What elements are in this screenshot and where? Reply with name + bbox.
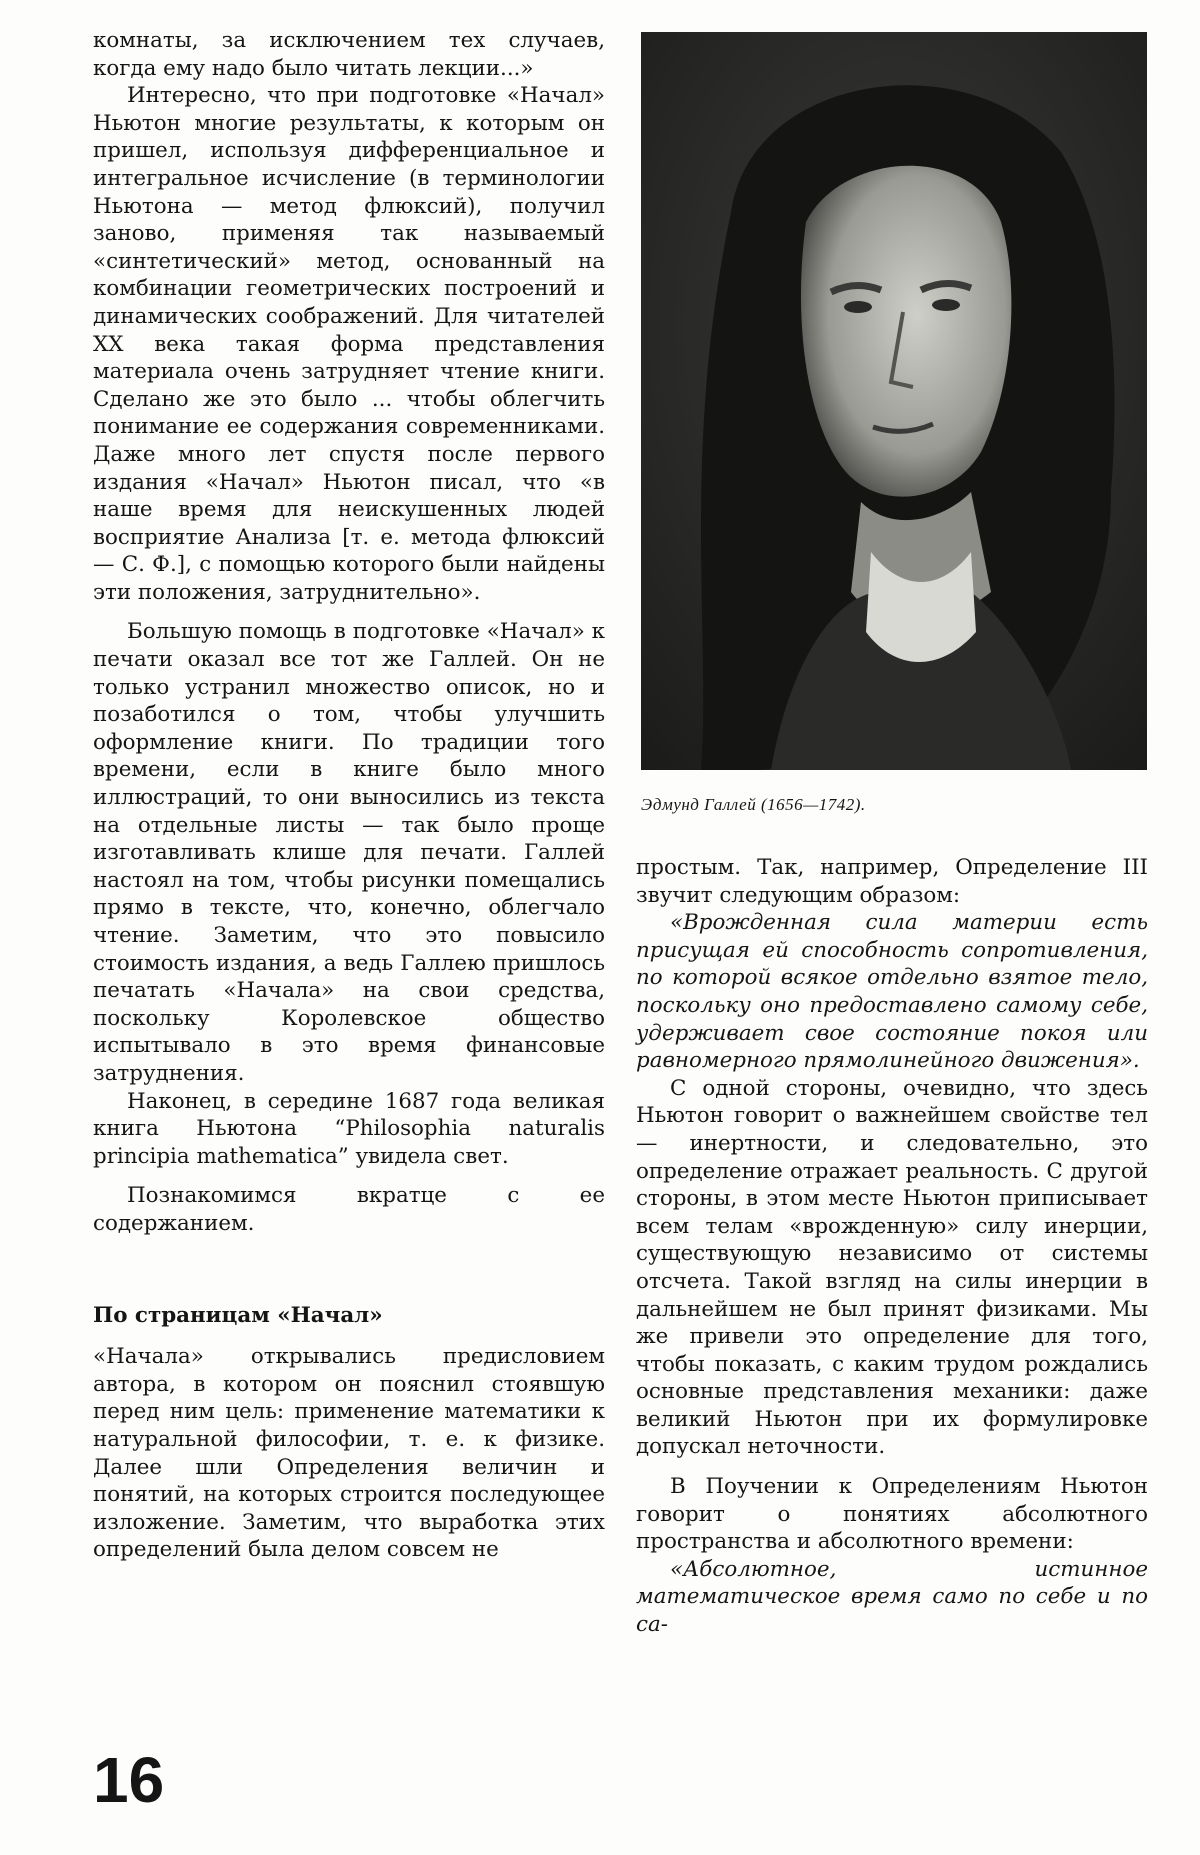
right-column xyxy=(636,854,1148,1639)
portrait-image xyxy=(641,32,1147,770)
paragraph: «Начала» открывались предисловием автора, в котором он пояснил стоявшую перед ним цель: применение математики к натуральной философии, т. е. к физике. Далее шли Определения величин и понятий, на которых строится последующее изложение. Заметим, что выработка этих определений была делом совсем не xyxy=(93,1344,605,1563)
paragraph: Познакомимся вкратце с ее содержанием. xyxy=(93,1183,605,1236)
section-heading: По страницам «Начал» xyxy=(93,1302,383,1328)
left-column xyxy=(93,27,605,1564)
paragraph: комнаты, за исключением тех случаев, когда ему надо было читать лекции...» xyxy=(93,28,605,81)
paragraph: Большую помощь в подготовке «Начал» к печати оказал все тот же Галлей. Он не только устранил множество описок, но и позаботился о том, чтобы улучшить оформление книги. По традиции того времени, если в книге было много иллюстраций, то они выносились из текста на отдельные листы — так было проще изготавливать клише для печати. Галлей настоял на том, чтобы рисунки помещались прямо в тексте, что, конечно, облегчало чтение. Заметим, что это повысило стоимость издания, а ведь Галлею пришлось печатать «Начала» на свои средства, поскольку Королевское общество испытывало в это время финансовые затруднения. xyxy=(93,619,605,1086)
paragraph: В Поучении к Определениям Ньютон говорит о понятиях абсолютного пространства и абсолютного времени: xyxy=(636,1474,1148,1555)
quote: «Врожденная сила материи есть присущая ей способность сопротивления, по которой всякое отдельно взятое тело, поскольку оно предоставлено самому себе, удерживает свое состояние покоя или равномерного прямолинейного движения». xyxy=(636,910,1148,1074)
paragraph: простым. Так, например, Определение III звучит следующим образом: xyxy=(636,855,1148,908)
paragraph: С одной стороны, очевидно, что здесь Ньютон говорит о важнейшем свойстве тел — инертности, и следовательно, это определение отражает реальность. С другой стороны, в этом месте Ньютон приписывает всем телам «врожденную» силу инерции, существующую независимо от системы отсчета. Такой взгляд на силы инерции в дальнейшем не был принят физиками. Мы же привели это определение для того, чтобы показать, с каким трудом рождались основные представления механики: даже великий Ньютон при их формулировке допускал неточности. xyxy=(636,1075,1148,1460)
paragraph: Наконец, в середине 1687 года великая книга Ньютона “Philosophia naturalis principia mathematica” увидела свет. xyxy=(93,1088,605,1169)
figure-caption: Эдмунд Галлей (1656—1742). xyxy=(641,795,866,814)
paragraph: Интересно, что при подготовке «Начал» Ньютон многие результаты, к которым он пришел, используя дифференциальное и интегральное исчисление (в терминологии Ньютона — метод флюксий), получил заново, применяя так называемый «синтетический» метод, основанный на комбинации геометрических построений и динамических соображений. Для читателей XX века такая форма представления материала очень затрудняет чтение книги. Сделано же это было ... чтобы облегчить понимание ее содержания современниками. Даже много лет спустя после первого издания «Начал» Ньютон писал, что «в наше время для неискушенных людей восприятие Анализа [т. е. метода флюксий — С. Ф.], с помощью которого были найдены эти положения, затруднительно». xyxy=(93,83,605,605)
quote: «Абсолютное, истинное математическое время само по себе и по са- xyxy=(636,1556,1148,1638)
page-number: 16 xyxy=(93,1744,165,1816)
